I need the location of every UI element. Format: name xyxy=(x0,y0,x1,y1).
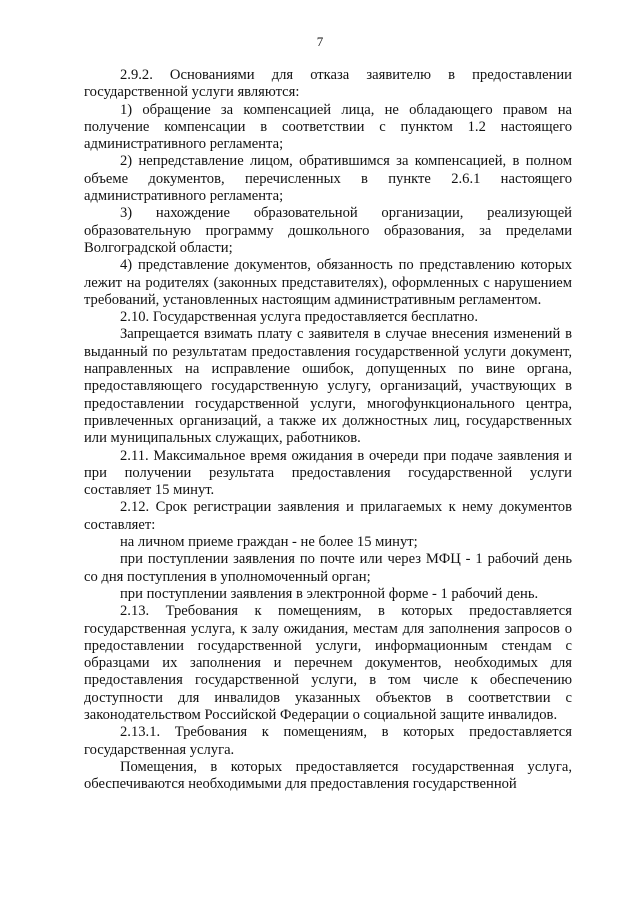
paragraph-refusal-item-2: 2) непредставление лицом, обратившимся за компенсацией, в полном объеме документов, перечисленных в пункте 2.6.1 настоящего административного регламента; xyxy=(84,153,572,205)
paragraph-premises-equipment: Помещения, в которых предоставляется государственная услуга, обеспечиваются необходимыми для предоставления государственной xyxy=(84,758,572,793)
paragraph-registration-in-person: на личном приеме граждан - не более 15 минут; xyxy=(120,534,418,551)
paragraph-fee-prohibition: Запрещается взимать плату с заявителя в случае внесения изменений в выданный по результатам предоставления государственной услуги документ, направленных на исправление ошибок, допущенных по вине органа, предоставляющего государственную услугу, организаций, участвующих в предоставлении государственной услуги, многофункционального центра, привлеченных организаций, а также их должностных лиц, государственных или муниципальных служащих, работников. xyxy=(84,326,572,447)
paragraph-2-13-premises-requirements: 2.13. Требования к помещениям, в которых предоставляется государственная услуга, к залу ожидания, местам для заполнения запросов о предоставлении государственной услуги, информационным стендам с образцами их заполнения и перечнем документов, необходимых для предоставления государственной услуги, в том числе к обеспечению доступности для инвалидов указанных объектов в соответствии с законодательством Российской Федерации о социальной защите инвалидов. xyxy=(84,603,572,723)
paragraph-2-12-registration-term: 2.12. Срок регистрации заявления и прилагаемых к нему документов составляет: xyxy=(84,499,572,533)
paragraph-2-11-waiting-time: 2.11. Максимальное время ожидания в очереди при подаче заявления и при получении результата предоставления государственной услуги составляет 15 минут. xyxy=(84,447,572,499)
paragraph-refusal-item-4: 4) представление документов, обязанность по представлению которых лежит на родителях (законных представителях), оформленных с нарушением требований, установленных настоящим административным регламентом. xyxy=(84,257,572,308)
page-number: 7 xyxy=(316,34,324,49)
paragraph-refusal-item-3: 3) нахождение образовательной организации, реализующей образовательную программу дошкольного образования, за пределами Волгоградской области; xyxy=(84,205,572,256)
document-body xyxy=(84,67,572,793)
paragraph-refusal-item-1: 1) обращение за компенсацией лица, не обладающего правом на получение компенсации в соответствии с пунктом 1.2 настоящего административного регламента; xyxy=(84,101,572,153)
paragraph-2-13-1-premises: 2.13.1. Требования к помещениям, в которых предоставляется государственная услуга. xyxy=(84,724,572,758)
paragraph-registration-by-mail: при поступлении заявления по почте или через МФЦ - 1 рабочий день со дня поступления в уполномоченный орган; xyxy=(84,551,572,585)
paragraph-2-9-2-refusal-grounds: 2.9.2. Основаниями для отказа заявителю в предоставлении государственной услуги являются: xyxy=(84,67,572,101)
paragraph-registration-electronic: при поступлении заявления в электронной форме - 1 рабочий день. xyxy=(120,585,539,602)
paragraph-2-10-free-service: 2.10. Государственная услуга предоставляется бесплатно. xyxy=(120,309,479,326)
